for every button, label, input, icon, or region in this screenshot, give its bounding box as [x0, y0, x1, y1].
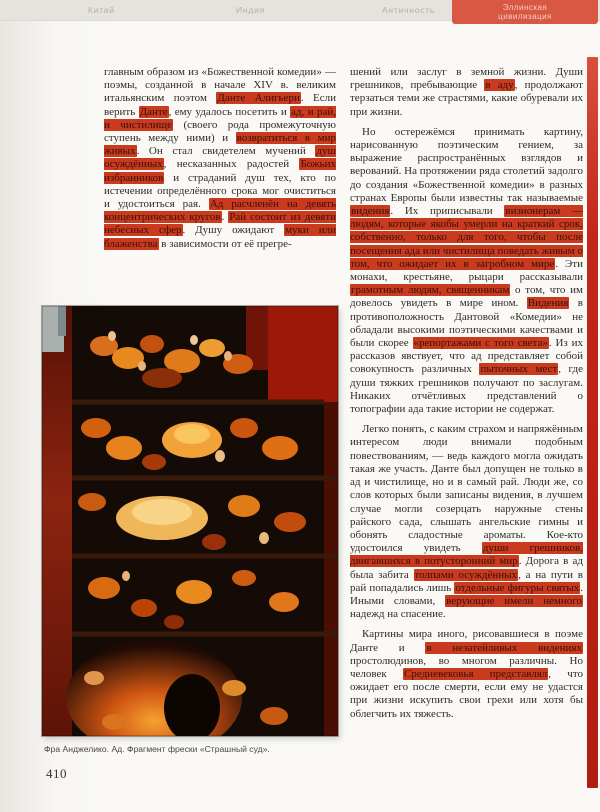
- highlighted-text: визионерам — людям, которые якобы умерли на краткий срок, собственно, только для того, чтобы после посещения ада или чистилища поведать живым о том, что ожидает их в загробном мире: [350, 205, 583, 270]
- paragraph: Но остережёмся принимать картину, нарисованную поэтическим гением, за выражение распространённых взглядов и верований. На протяжении ряда столетий задолго до создания «Божественной комедии» в разных странах Европы были известны так называемые видения. Их приписывали визионерам — людям, которые якобы умерли на краткий срок, собственно, только для того, чтобы после посещения ада или чистилища поведать живым о том, что ожидает их в загробном мире. Эти монахи, крестьяне, рыцари рассказывали грамотным людям, священникам о том, что им довелось увидеть в мире ином. Видения в противоположность Дантовой «Комедии» не обладали высокими поэтическими качествами и были скорее «репортажами с того света». Из их рассказов явствует, что ад представляет собой совокупность различных пыточных мест, где души тяжких грешников получают по заслугам. Никаких отчётливых представлений о топографии ада такие истории не содержат.: [350, 125, 583, 416]
- highlighted-text: Данте Алигьери: [217, 92, 300, 105]
- chapter-edge-strip: [587, 57, 598, 788]
- highlighted-text: верующие имели немного: [446, 594, 582, 607]
- highlighted-text: душ осуждённых: [104, 145, 336, 171]
- highlighted-text: ад, и рай, и чистилище: [104, 105, 336, 131]
- highlighted-text: толпами осуждённых: [414, 568, 518, 581]
- paragraph: Картины мира иного, рисовавшиеся в поэме Данте и в незатейливых видениях простолюдинов, во многом различны. Но человек Средневековья представлял, что ожидает его после смерти, если ему не удастся при жизни искупить свои грехи или хотя бы облегчить их тяжесть.: [350, 628, 583, 720]
- highlighted-text: Рай состоит из девяти небесных сфер: [104, 211, 337, 237]
- highlighted-text: видения: [351, 205, 390, 218]
- running-head-india: Индия: [236, 5, 265, 15]
- highlighted-text: грамотным людям, священникам: [351, 284, 510, 297]
- highlighted-text: «репортажами с того света»: [413, 337, 548, 350]
- highlighted-text: Божьих избранников: [104, 158, 336, 184]
- highlighted-text: в незатейливых видениях: [426, 641, 582, 654]
- highlighted-text: отдельные фигуры святых: [455, 581, 580, 594]
- highlighted-text: Ад расчленён на девять концентрических кругов: [104, 198, 336, 224]
- paragraph: Легко понять, с каким страхом и напряжённым интересом люди внимали подобным повествованиям, — ведь каждого могла ожидать такая же участь. Данте был допущен не только в ад и чистилище, но и в самый рай. Люди же, со слов которых были записаны видения, в лучшем случае могли созерцать наружные стены райского сада, слышать ангельские гимны и обонять сладостные ароматы. Кое-кто удостоился увидеть души грешников, двигавшихся в потусторонний мир. Дорога в ад была забита толпами осуждённых, а на пути в рай попадались лишь отдельные фигуры святых. Иными словами, верующие имели немного надежд на спасение.: [350, 423, 583, 621]
- highlighted-text: пыточных мест: [480, 363, 558, 376]
- highlighted-text: Видения: [527, 297, 569, 310]
- highlighted-text: возвратиться в мир живых: [104, 132, 336, 158]
- paragraph: шений или заслуг в земной жизни. Души грешников, пребывающие в аду, продолжают терзаться теми же страстями, какие обуревали их при жизни.: [350, 66, 583, 118]
- running-head-antiquity: Античность: [382, 5, 436, 15]
- hell-fresco-image: [42, 306, 338, 736]
- running-head-china: Китай: [88, 5, 115, 15]
- fresco-illustration: [42, 306, 338, 736]
- highlighted-text: в аду: [485, 79, 514, 92]
- image-caption: Фра Анджелико. Ад. Фрагмент фрески «Страшный суд».: [44, 744, 270, 754]
- highlighted-text: Данте: [139, 105, 168, 118]
- right-text-column: [350, 66, 583, 728]
- highlighted-text: Средневековья представлял: [404, 667, 548, 680]
- paragraph: главным образом из «Божественной комедии» — поэмы, созданной в начале XIV в. великим итальянским поэтом Данте Алигьери. Если верить Данте, ему удалось посетить и ад, и рай, и чистилище (своего рода промежуточную ступень между ними) и возвратиться в мир живых. Он стал свидетелем мучений душ осуждённых, несказанных радостей Божьих избранников и страданий душ тех, кто по истечении определённого срока мог очиститься и удостоиться рая. Ад расчленён на девять концентрических кругов. Рай состоит из девяти небесных сфер. Душу ожидают муки или блаженства в зависимости от её прегре-: [104, 66, 337, 250]
- section-tab-hellenic: [452, 0, 598, 24]
- running-head-band: [0, 0, 600, 21]
- left-text-column: [104, 66, 336, 258]
- highlighted-text: муки или блаженства: [104, 224, 336, 250]
- page-number: 410: [46, 766, 68, 781]
- highlighted-text: души грешников, двигавшихся в потусторонний мир: [350, 542, 583, 568]
- section-tab-label: Эллинская цивилизация: [498, 3, 552, 21]
